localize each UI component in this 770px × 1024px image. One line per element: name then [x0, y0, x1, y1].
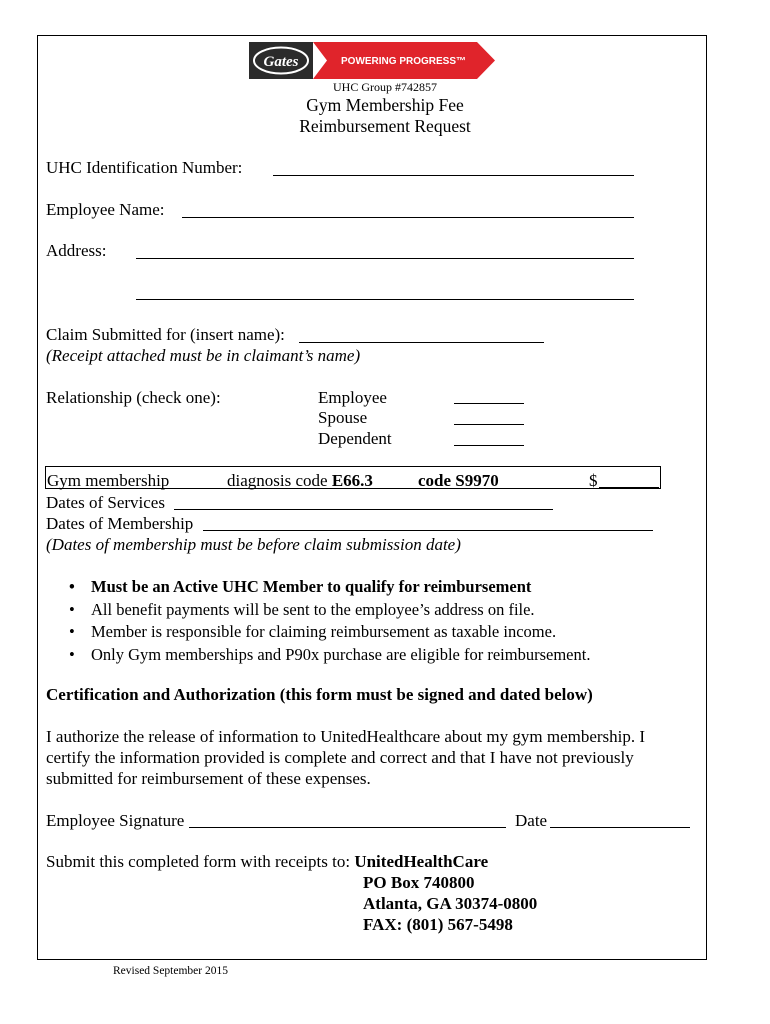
- revised-date: Revised September 2015: [113, 965, 228, 977]
- submit-prefix: Submit this completed form with receipts to:: [46, 852, 355, 871]
- submit-address-line1: PO Box 740800: [363, 873, 475, 892]
- relationship-spouse-check[interactable]: [454, 424, 524, 425]
- logo-tagline: POWERING PROGRESS™: [341, 56, 467, 67]
- date-field[interactable]: [550, 827, 690, 828]
- form-title-line2: Reimbursement Request: [299, 116, 471, 136]
- submit-address-line2: Atlanta, GA 30374-0800: [363, 894, 538, 913]
- bullet-text: All benefit payments will be sent to the employee’s address on file.: [91, 599, 535, 619]
- claim-note: (Receipt attached must be in claimant’s name): [46, 346, 361, 365]
- address-label: Address:: [46, 241, 107, 260]
- bullet-text: Member is responsible for claiming reimbursement as taxable income.: [91, 622, 557, 641]
- amount-field[interactable]: [599, 487, 659, 488]
- claim-name-field[interactable]: [299, 342, 544, 343]
- dates-note: (Dates of membership must be before claim submission date): [46, 535, 461, 554]
- relationship-employee: Employee: [318, 388, 387, 407]
- submit-fax: FAX: (801) 567-5498: [363, 915, 513, 934]
- diagnosis-code: [227, 470, 373, 491]
- gym-membership-label: Gym membership: [47, 471, 170, 490]
- dates-of-membership-field[interactable]: [203, 530, 653, 531]
- date-label: Date: [515, 811, 548, 830]
- submit-company: UnitedHealthCare: [354, 852, 489, 871]
- relationship-spouse: Spouse: [318, 408, 368, 427]
- employee-signature-label: Employee Signature: [46, 811, 185, 830]
- bullet-icon: •: [69, 622, 75, 641]
- certification-line3: submitted for reimbursement of these expenses.: [46, 769, 371, 788]
- bullet-icon: •: [69, 644, 75, 664]
- powering-progress-banner: [313, 42, 495, 79]
- list-item: [52, 621, 590, 644]
- diagnosis-code-value: E66.3: [331, 471, 373, 490]
- relationship-dependent: Dependent: [318, 429, 392, 448]
- relationship-dependent-check[interactable]: [454, 445, 524, 446]
- address-field-line1[interactable]: [136, 258, 634, 259]
- dates-of-services-field[interactable]: [174, 509, 553, 510]
- certification-heading: Certification and Authorization (this form must be signed and dated below): [46, 685, 593, 704]
- dates-of-membership-label: Dates of Membership: [46, 514, 194, 533]
- employee-name-label: Employee Name:: [46, 200, 165, 219]
- employee-name-field[interactable]: [182, 217, 634, 218]
- diagnosis-prefix: diagnosis code: [227, 471, 332, 490]
- bullet-icon: •: [69, 577, 75, 596]
- list-item: [52, 576, 590, 599]
- relationship-employee-check[interactable]: [454, 403, 524, 404]
- gates-logo: [249, 42, 313, 79]
- dates-of-services-label: Dates of Services: [46, 493, 165, 512]
- address-field-line2[interactable]: [136, 299, 634, 300]
- group-number: UHC Group #742857: [333, 80, 437, 94]
- certification-line1: I authorize the release of information to UnitedHealthcare about my gym membership. I: [46, 727, 646, 746]
- bullet-icon: •: [69, 599, 75, 619]
- list-item: [52, 644, 590, 667]
- certification-line2: certify the information provided is complete and correct and that I have not previously: [46, 748, 634, 767]
- bullet-text: Must be an Active UHC Member to qualify for reimbursement: [91, 577, 532, 596]
- eligibility-list: [52, 576, 590, 666]
- uhc-id-field[interactable]: [273, 175, 634, 176]
- uhc-id-label: UHC Identification Number:: [46, 158, 243, 177]
- form-title-line1: Gym Membership Fee: [306, 95, 464, 115]
- list-item: [52, 599, 590, 622]
- dollar-sign: $: [589, 471, 598, 490]
- bullet-text: Only Gym memberships and P90x purchase are eligible for reimbursement.: [91, 644, 591, 664]
- employee-signature-field[interactable]: [189, 827, 506, 828]
- submit-instructions: [46, 851, 488, 872]
- svg-text:Gates: Gates: [263, 54, 299, 70]
- relationship-label: Relationship (check one):: [46, 388, 221, 407]
- procedure-code: code S9970: [418, 471, 499, 490]
- claim-label: Claim Submitted for (insert name):: [46, 325, 285, 344]
